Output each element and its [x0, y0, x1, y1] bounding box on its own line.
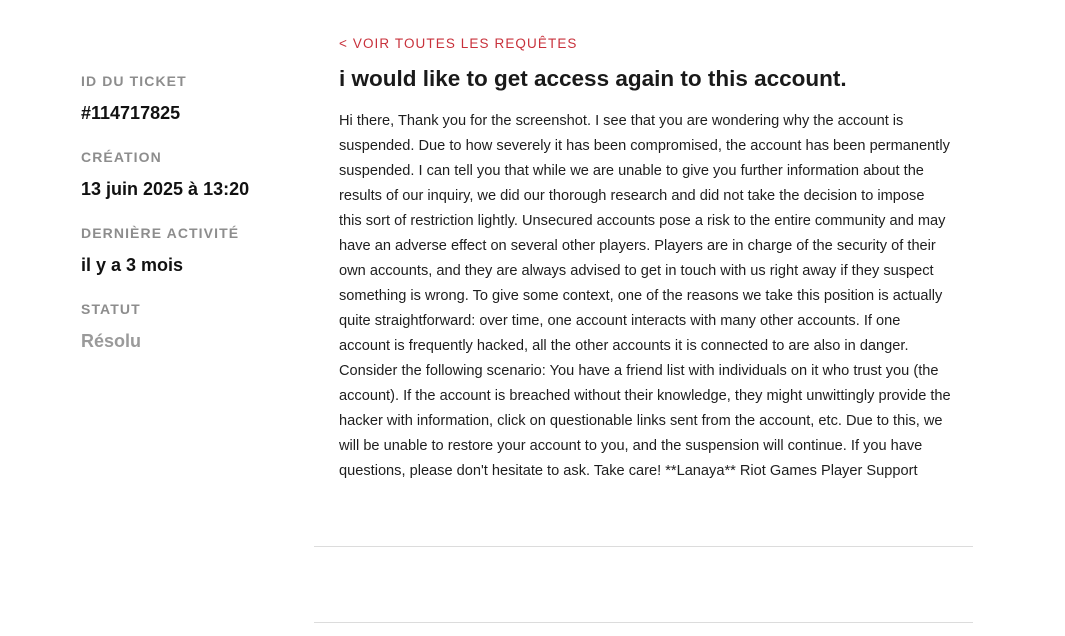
ticket-id-block [81, 73, 301, 124]
status-block [81, 301, 301, 352]
status-label: STATUT [81, 301, 141, 317]
ticket-title: i would like to get access again to this account. [339, 66, 847, 91]
created-block [81, 149, 301, 200]
ticket-message-body: Hi there, Thank you for the screenshot. I see that you are wondering why the account is suspended. Due to how severely it has been compromised, the account has been permanently suspended. I can tell you that while we are unable to give you further information about the results of our inquiry, we did our thorough research and did not take the decision to impose this sort of restriction lightly. Unsecured accounts pose a risk to the entire community and may have an adverse effect on several other players. Players are in charge of the security of their own accounts, and they are always advised to get in touch with us right away if they suspect something is wrong. To give some context, one of the reasons we take this position is actually quite straightforward: over time, one account interacts with many other accounts. If one account is frequently hacked, all the other accounts it is connected to are also in danger. Consider the following scenario: You have a friend list with individuals on it who trust you (the account). If the account is breached without their knowledge, they might unwittingly provide the hacker with information, click on questionable links sent from the account, etc. Due to this, we will be unable to restore your account to you, and the suspension will continue. If you have questions, please don't hesitate to ask. Take care! **Lanaya** Riot Games Player Support [339, 113, 951, 479]
last-activity-label: DERNIÈRE ACTIVITÉ [81, 225, 240, 241]
back-to-requests-link[interactable]: < VOIR TOUTES LES REQUÊTES [339, 36, 578, 51]
created-value: 13 juin 2025 à 13:20 [81, 179, 250, 199]
divider [314, 622, 973, 623]
ticket-id-value: #114717825 [81, 103, 181, 123]
ticket-id-label: ID DU TICKET [81, 73, 187, 89]
created-label: CRÉATION [81, 149, 162, 165]
ticket-main [339, 35, 951, 484]
last-activity-block [81, 225, 301, 276]
last-activity-value: il y a 3 mois [81, 255, 184, 275]
status-badge: Résolu [81, 331, 142, 351]
ticket-sidebar [81, 73, 301, 352]
divider [314, 546, 973, 547]
